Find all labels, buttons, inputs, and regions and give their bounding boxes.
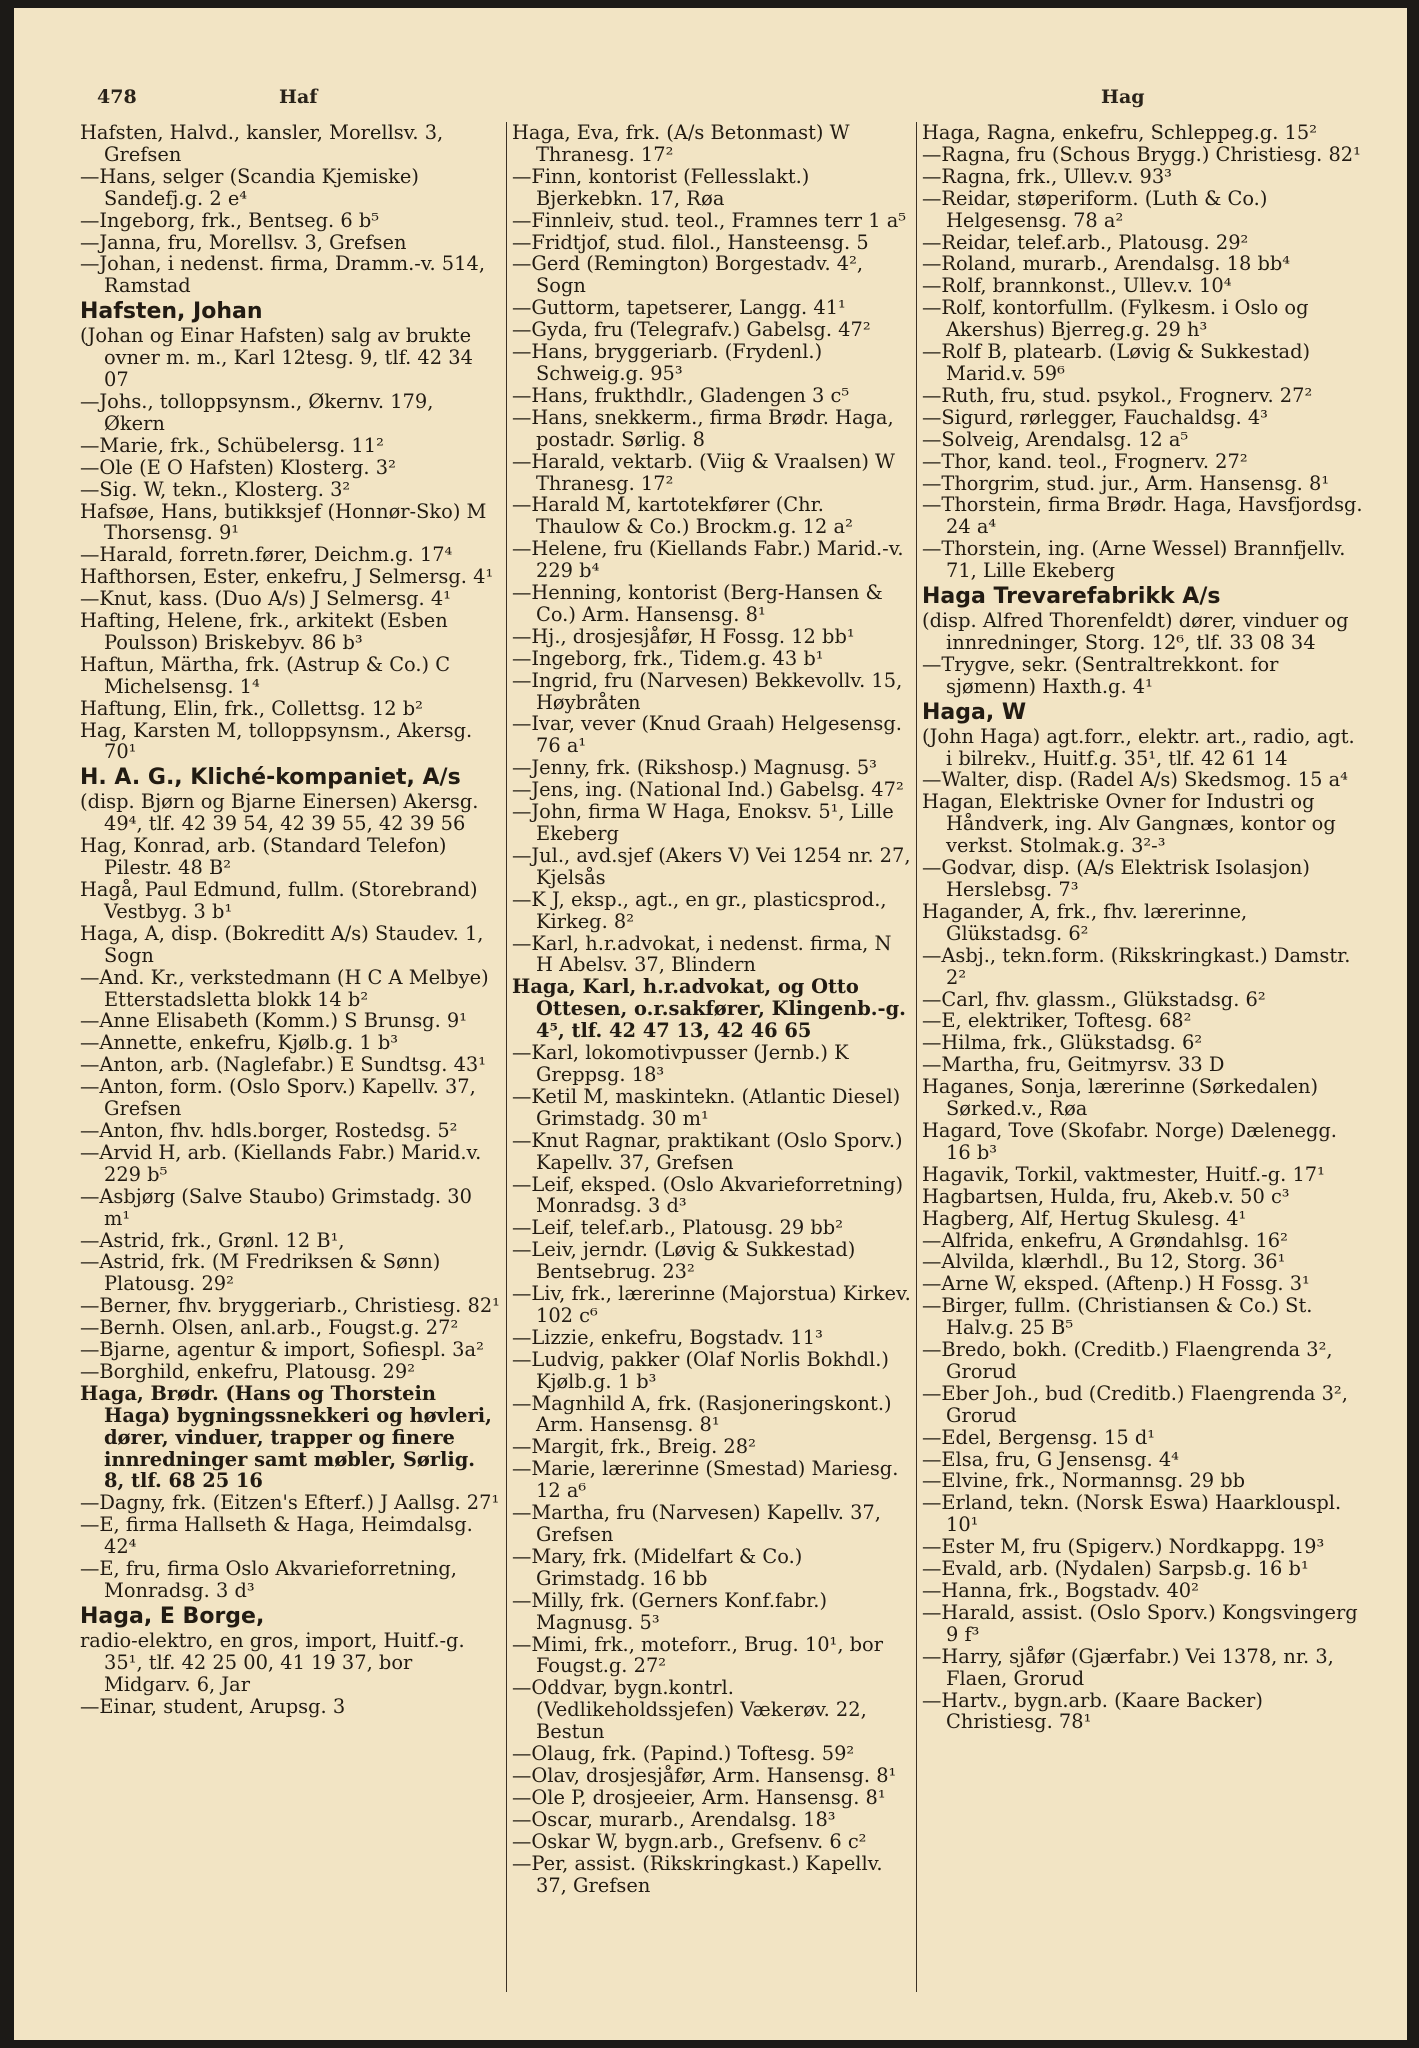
directory-entry: —Thorstein, firma Brødr. Haga, Havsfjordsg. 24 a⁴ [922, 493, 1363, 539]
page-number: 478 [97, 86, 137, 108]
directory-entry: —Hans, selger (Scandia Kjemiske) Sandefj.g. 2 e⁴ [80, 164, 419, 210]
directory-entry: Haga, Ragna, enkefru, Schleppeg.g. 15² [922, 122, 1317, 144]
directory-entry: —Leiv, jerndr. (Løvig & Sukkestad) Bentsebrug. 23² [512, 1238, 856, 1284]
directory-entry: —Gyda, fru (Telegrafv.) Gabelsg. 47² [512, 318, 871, 342]
directory-entry: —Ketil M, maskintekn. (Atlantic Diesel) Grimstadg. 30 m¹ [512, 1084, 901, 1130]
directory-entry: —Jenny, frk. (Rikshosp.) Magnusg. 5³ [512, 756, 877, 780]
directory-entry: Hagå, Paul Edmund, fullm. (Storebrand) Vestbyg. 3 b¹ [80, 878, 478, 923]
directory-entry: —Anton, fhv. hdls.borger, Rostedsg. 5² [80, 1118, 458, 1142]
directory-entry: (Johan og Einar Hafsten) salg av brukte ovner m. m., Karl 12tesg. 9, tlf. 42 34 07 [80, 324, 473, 392]
directory-entry: —Walter, disp. (Radel A/s) Skedsmog. 15 a⁴ [922, 768, 1348, 792]
directory-entry: —John, firma W Haga, Enoksv. 5¹, Lille Ekeberg [512, 800, 894, 845]
directory-entry: —Carl, fhv. glassm., Glükstadsg. 6² [922, 987, 1266, 1011]
directory-entry: Haga, W [922, 699, 1027, 725]
directory-entry: (disp. Alfred Thorenfeldt) dører, vinduer og innredninger, Storg. 12⁶, tlf. 33 08 34 [922, 609, 1349, 654]
directory-entry: —Harald, forretn.fører, Deichm.g. 17⁴ [80, 543, 453, 567]
directory-entry: —Astrid, frk. (M Fredriksen & Sønn) Platousg. 29² [80, 1250, 441, 1296]
directory-entry: —Harald M, kartotekfører (Chr. Thaulow & Co.) Brockm.g. 12 a² [512, 493, 853, 539]
directory-entry: —E, elektriker, Toftesg. 68² [922, 1009, 1192, 1033]
directory-entry: —Hans, frukthdlr., Gladengen 3 c⁵ [512, 383, 850, 407]
directory-entry: —Anton, form. (Oslo Sporv.) Kapellv. 37, Grefsen [80, 1075, 476, 1121]
directory-entry: —Oddvar, bygn.kontrl. (Vedlikeholdssjefen) Vækerøv. 22, Bestun [512, 1676, 867, 1744]
directory-entry: —Anne Elisabeth (Komm.) S Brunsg. 9¹ [80, 1009, 468, 1033]
directory-entry: —Dagny, frk. (Eitzen's Efterf.) J Aallsg. 27¹ [80, 1491, 500, 1515]
directory-entry: —Hilma, frk., Glükstadsg. 6² [922, 1031, 1203, 1055]
directory-entry: Hagberg, Alf, Hertug Skulesg. 4¹ [922, 1206, 1247, 1230]
directory-entry: —Sig. W, tekn., Klosterg. 3² [80, 477, 351, 501]
directory-entry: —E, firma Hallseth & Haga, Heimdalsg. 42⁴ [80, 1513, 473, 1559]
directory-entry: Hag, Karsten M, tolloppsynsm., Akersg. 70¹ [80, 718, 473, 764]
directory-entry: Hafsten, Halvd., kansler, Morellsv. 3, Grefsen [80, 122, 444, 166]
directory-entry: —Leif, eksped. (Oslo Akvarieforretning) Monradsg. 3 d³ [512, 1172, 904, 1218]
directory-entry: —Solveig, Arendalsg. 12 a⁵ [922, 427, 1189, 451]
directory-entry: —Elvine, frk., Normannsg. 29 bb [922, 1469, 1246, 1493]
directory-entry: —Knut Ragnar, praktikant (Oslo Sporv.) Kapellv. 37, Grefsen [512, 1128, 903, 1174]
directory-entry: —Lizzie, enkefru, Bogstadv. 11³ [512, 1325, 823, 1349]
directory-entry: —Bredo, bokh. (Creditb.) Flaengrenda 3², Grorud [922, 1338, 1333, 1383]
directory-entry: —Erland, tekn. (Norsk Eswa) Haarklouspl. 10¹ [922, 1491, 1342, 1537]
directory-entry: Hafting, Helene, frk., arkitekt (Esben Poulsson) Briskebyv. 86 b³ [80, 609, 448, 654]
directory-entry: H. A. G., Kliché-kompaniet, A/s [80, 765, 461, 791]
directory-entry: —Hans, snekkerm., firma Brødr. Haga, postadr. Sørlig. 8 [512, 405, 894, 451]
directory-entry: —Johan, i nedenst. firma, Dramm.-v. 514, Ramstad [80, 252, 485, 298]
directory-entry: —Anton, arb. (Naglefabr.) E Sundtsg. 43¹ [80, 1053, 487, 1077]
directory-entry: —Ole P, drosjeeier, Arm. Hansensg. 8¹ [512, 1785, 886, 1809]
directory-entry: Hagbartsen, Hulda, fru, Akeb.v. 50 c³ [922, 1184, 1290, 1208]
page-header [14, 78, 1407, 114]
directory-entry: —Jul., avd.sjef (Akers V) Vei 1254 nr. 27, Kjelsås [512, 843, 911, 889]
directory-entry: —K J, eksp., agt., en gr., plasticsprod., Kirkeg. 8² [512, 887, 887, 933]
directory-entry: —Jens, ing. (National Ind.) Gabelsg. 47² [512, 778, 904, 802]
directory-entry: —Einar, student, Arupsg. 3 [80, 1694, 346, 1718]
directory-entry: —Helene, fru (Kiellands Fabr.) Marid.-v. 229 b⁴ [512, 537, 904, 583]
directory-entry: —Gerd (Remington) Borgestadv. 4², Sogn [512, 252, 864, 298]
directory-entry: —Evald, arb. (Nydalen) Sarpsb.g. 16 b¹ [922, 1557, 1309, 1581]
directory-column-3 [922, 122, 1364, 1992]
directory-entry: —Thorgrim, stud. jur., Arm. Hansensg. 8¹ [922, 471, 1330, 495]
directory-entry: —Ruth, fru, stud. psykol., Frognerv. 27² [922, 383, 1313, 407]
directory-entry: —Alfrida, enkefru, A Grøndahlsg. 16² [922, 1228, 1288, 1252]
directory-entry: —Ole (E O Hafsten) Klosterg. 3² [80, 455, 396, 479]
directory-entry: Haganes, Sonja, lærerinne (Sørkedalen) Sørked.v., Røa [922, 1075, 1319, 1121]
directory-entry: Hafthorsen, Ester, enkefru, J Selmersg. 4¹ [80, 565, 494, 589]
directory-entry: —Roland, murarb., Arendalsg. 18 bb⁴ [922, 252, 1291, 276]
directory-entry: Hagavik, Torkil, vaktmester, Huitf.-g. 17¹ [922, 1162, 1325, 1186]
directory-entry: —Ragna, frk., Ullev.v. 93³ [922, 164, 1172, 188]
directory-column-2 [512, 122, 912, 1992]
directory-entry: —Bernh. Olsen, anl.arb., Fougst.g. 27² [80, 1316, 459, 1340]
directory-entry: —Leif, telef.arb., Platousg. 29 bb² [512, 1216, 843, 1240]
directory-entry: —Marie, frk., Schübelersg. 11² [80, 433, 384, 457]
directory-entry: —Hartv., bygn.arb. (Kaare Backer) Christiesg. 78¹ [922, 1688, 1263, 1734]
directory-entry: (John Haga) agt.forr., elektr. art., radio, agt. i bilrekv., Huitf.g. 35¹, tlf. 42 61 14 [922, 724, 1355, 770]
directory-entry: —Bjarne, agentur & import, Sofiespl. 3a² [80, 1338, 484, 1362]
directory-entry: Hafsøe, Hans, butikksjef (Honnør-Sko) M Thorsensg. 9¹ [80, 499, 487, 545]
directory-entry: Haga, Eva, frk. (A/s Betonmast) W Thranesg. 17² [512, 122, 850, 166]
directory-entry: —Asbjørg (Salve Staubo) Grimstadg. 30 m¹ [80, 1184, 472, 1230]
directory-entry: Hagard, Tove (Skofabr. Norge) Dælenegg. 16 b³ [922, 1118, 1337, 1164]
directory-entry: —Mary, frk. (Midelfart & Co.) Grimstadg. 16 bb [512, 1544, 803, 1590]
directory-entry: —Ester M, fru (Spigerv.) Nordkappg. 19³ [922, 1535, 1325, 1559]
directory-entry: —Liv, frk., lærerinne (Majorstua) Kirkev. 102 c⁶ [512, 1282, 911, 1327]
directory-entry: —Hans, bryggeriarb. (Frydenl.) Schweig.g. 95³ [512, 340, 823, 385]
directory-entry: —Ingeborg, frk., Tidem.g. 43 b¹ [512, 646, 824, 670]
directory-entry: —Godvar, disp. (A/s Elektrisk Isolasjon) Herslebsg. 7³ [922, 856, 1310, 901]
directory-entry: —Thorstein, ing. (Arne Wessel) Brannfjellv. 71, Lille Ekeberg [922, 537, 1346, 583]
directory-entry: —Olaug, frk. (Papind.) Toftesg. 59² [512, 1742, 855, 1766]
directory-entry: —Ragna, fru (Schous Brygg.) Christiesg. 82¹ [922, 142, 1361, 166]
directory-entry: —Oscar, murarb., Arendalsg. 18³ [512, 1807, 836, 1831]
directory-entry: —Henning, kontorist (Berg-Hansen & Co.) Arm. Hansensg. 8¹ [512, 581, 883, 626]
directory-entry: Haga Trevarefabrikk A/s [922, 584, 1221, 610]
directory-entry: —Asbj., tekn.form. (Rikskringkast.) Damstr. 2² [922, 943, 1351, 989]
directory-entry: —Karl, h.r.advokat, i nedenst. firma, N H Abelsv. 37, Blindern [512, 931, 892, 977]
directory-entry: Hagander, A, frk., fhv. lærerinne, Glükstadsg. 6² [922, 899, 1248, 945]
directory-entry: Haga, A, disp. (Bokreditt A/s) Staudev. 1, Sogn [80, 921, 484, 967]
directory-entry: —Olav, drosjesjåfør, Arm. Hansensg. 8¹ [512, 1763, 897, 1787]
directory-entry: —Milly, frk. (Gerners Konf.fabr.) Magnusg. 5³ [512, 1588, 828, 1634]
directory-entry: —Karl, lokomotivpusser (Jernb.) K Greppsg. 18³ [512, 1041, 849, 1086]
directory-entry: —Annette, enkefru, Kjølb.g. 1 b³ [80, 1031, 399, 1055]
directory-entry: Hafsten, Johan [80, 299, 263, 325]
directory-entry: —Eber Joh., bud (Creditb.) Flaengrenda 3², Grorud [922, 1381, 1348, 1427]
directory-entry: —Rolf, brannkonst., Ullev.v. 10⁴ [922, 274, 1232, 298]
directory-entry: —Trygve, sekr. (Sentraltrekkont. for sjømenn) Haxth.g. 4¹ [922, 652, 1279, 698]
directory-entry: —Per, assist. (Rikskringkast.) Kapellv. 37, Grefsen [512, 1851, 883, 1897]
directory-entry: —Thor, kand. teol., Frognerv. 27² [922, 449, 1248, 473]
directory-entry: —Harald, assist. (Oslo Sporv.) Kongsvingerg 9 f³ [922, 1600, 1358, 1646]
directory-entry: Haga, E Borge, [80, 1603, 265, 1629]
directory-entry: —Mimi, frk., moteforr., Brug. 10¹, bor Fougst.g. 27² [512, 1632, 884, 1678]
right-running-head: Hag [1101, 86, 1145, 108]
directory-entry: —Harald, vektarb. (Viig & Vraalsen) W Thranesg. 17² [512, 449, 895, 495]
directory-entry: Hagan, Elektriske Ovner for Industri og Håndverk, ing. Alv Gangnæs, kontor og verkst. Stolmak.g. 3²-³ [922, 790, 1336, 858]
directory-entry: (disp. Bjørn og Bjarne Einersen) Akersg. 49⁴, tlf. 42 39 54, 42 39 55, 42 39 56 [80, 790, 479, 836]
directory-entry: —Birger, fullm. (Christiansen & Co.) St. Halv.g. 25 B⁵ [922, 1294, 1313, 1340]
directory-entry: —Arne W, eksped. (Aftenp.) H Fossg. 3¹ [922, 1272, 1310, 1296]
directory-entry: —Astrid, frk., Grønl. 12 B¹, [80, 1228, 345, 1252]
directory-entry: —Ivar, vever (Knud Graah) Helgesensg. 76 a¹ [512, 712, 902, 758]
directory-entry: Hag, Konrad, arb. (Standard Telefon) Pilestr. 48 B² [80, 834, 447, 880]
directory-entry: —Reidar, telef.arb., Platousg. 29² [922, 230, 1249, 254]
directory-entry: —Finn, kontorist (Fellesslakt.) Bjerkebkn. 17, Røa [512, 164, 810, 210]
directory-entry: —Knut, kass. (Duo A/s) J Selmersg. 4¹ [80, 587, 451, 611]
directory-entry: —Johs., tolloppsynsm., Økernv. 179, Økern [80, 389, 434, 435]
directory-entry: —Martha, fru, Geitmyrsv. 33 D [922, 1053, 1225, 1077]
directory-entry: —Ingrid, fru (Narvesen) Bekkevollv. 15, Høybråten [512, 668, 903, 714]
column-divider [506, 122, 507, 1992]
directory-entry: —Berner, fhv. bryggeriarb., Christiesg. 82¹ [80, 1294, 500, 1318]
directory-entry: —Edel, Bergensg. 15 d¹ [922, 1425, 1156, 1449]
directory-entry: —Harry, sjåfør (Gjærfabr.) Vei 1378, nr. 3, Flaen, Grorud [922, 1644, 1334, 1690]
directory-entry: —Margit, frk., Breig. 28² [512, 1435, 756, 1459]
directory-entry: —E, fru, firma Oslo Akvarieforretning, Monradsg. 3 d³ [80, 1557, 457, 1602]
directory-entry: —Hj., drosjesjåfør, H Fossg. 12 bb¹ [512, 624, 855, 648]
directory-entry: Haga, Karl, h.r.advokat, og Otto Ottesen, o.r.sakfører, Klingenb.-g. 4⁵, tlf. 42 47 13, 42 46 65 [512, 975, 906, 1043]
left-running-head: Haf [279, 86, 318, 108]
directory-entry: —And. Kr., verkstedmann (H C A Melbye) Etterstadsletta blokk 14 b² [80, 965, 489, 1011]
directory-entry: radio-elektro, en gros, import, Huitf.-g. 35¹, tlf. 42 25 00, 41 19 37, bor Midgarv. 6, Jar [80, 1628, 465, 1696]
directory-entry: —Fridtjof, stud. filol., Hansteensg. 5 [512, 230, 869, 254]
directory-entry: —Reidar, støperiform. (Luth & Co.) Helgesensg. 78 a² [922, 186, 1268, 232]
directory-column-1 [80, 122, 500, 1992]
directory-entry: Haftung, Elin, frk., Collettsg. 12 b² [80, 696, 423, 720]
directory-entry: Haftun, Märtha, frk. (Astrup & Co.) C Michelsensg. 1⁴ [80, 652, 451, 698]
directory-entry: —Martha, fru (Narvesen) Kapellv. 37, Grefsen [512, 1501, 881, 1546]
directory-entry: —Borghild, enkefru, Platousg. 29² [80, 1359, 415, 1383]
column-divider [916, 122, 917, 1992]
directory-entry: —Oskar W, bygn.arb., Grefsenv. 6 c² [512, 1829, 867, 1853]
directory-entry: —Alvilda, klærhdl., Bu 12, Storg. 36¹ [922, 1250, 1286, 1274]
directory-entry: —Hanna, frk., Bogstadv. 40² [922, 1579, 1199, 1602]
directory-entry: —Magnhild A, frk. (Rasjoneringskont.) Arm. Hansensg. 8¹ [512, 1391, 892, 1437]
directory-entry: —Ingeborg, frk., Bentseg. 6 b⁵ [80, 208, 380, 232]
directory-entry: —Sigurd, rørlegger, Fauchaldsg. 4³ [922, 405, 1268, 429]
directory-entry: —Janna, fru, Morellsv. 3, Grefsen [80, 230, 407, 254]
directory-entry: —Guttorm, tapetserer, Langg. 41¹ [512, 296, 846, 320]
directory-entry: —Rolf, kontorfullm. (Fylkesm. i Oslo og Akershus) Bjerreg.g. 29 h³ [922, 296, 1309, 342]
directory-entry: —Finnleiv, stud. teol., Framnes terr 1 a⁵ [512, 208, 907, 232]
directory-entry: —Elsa, fru, G Jensensg. 4⁴ [922, 1447, 1179, 1471]
directory-entry: —Rolf B, platearb. (Løvig & Sukkestad) Marid.v. 59⁶ [922, 340, 1311, 385]
directory-entry: —Ludvig, pakker (Olaf Norlis Bokhdl.) Kjølb.g. 1 b³ [512, 1347, 889, 1393]
directory-entry: —Arvid H, arb. (Kiellands Fabr.) Marid.v. 229 b⁵ [80, 1140, 482, 1186]
directory-entry: —Marie, lærerinne (Smestad) Mariesg. 12 a⁶ [512, 1457, 899, 1503]
directory-entry: Haga, Brødr. (Hans og Thorstein Haga) bygningssnekkeri og høvleri, dører, vinduer, trapper og finere innredninger samt møbler, Sørlig. 8, tlf. 68 25 16 [80, 1381, 492, 1493]
